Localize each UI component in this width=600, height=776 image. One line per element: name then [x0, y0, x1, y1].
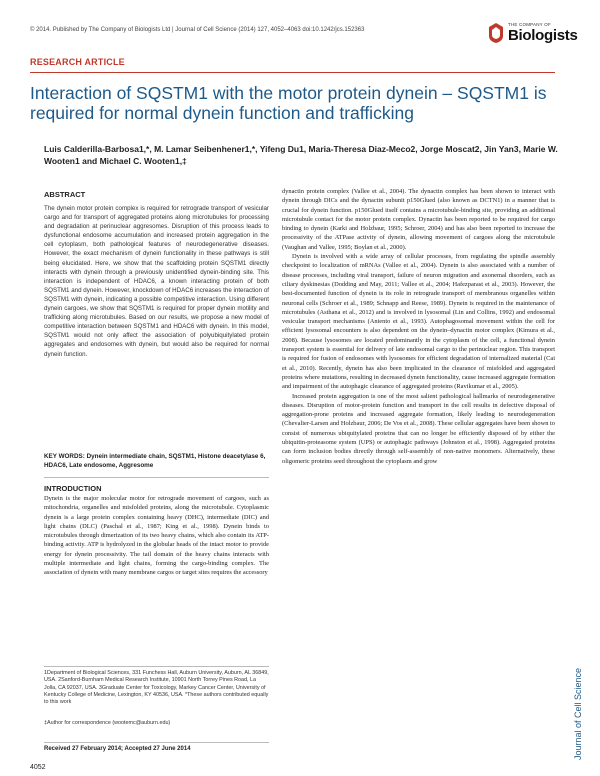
introduction-text: Dynein is the major molecular motor for retrograde movement of cargoes, such as mitochondria, organelles and misfolded proteins, along the microtubule. Cytoplasmic dynein is a large protein complex containing heavy (DHC), intermediate (DIC) and light chains (DLC) (Paschal et al., 1987; King et al., 1998). Dynein binds to microtubules through dimerization of its two heavy chains, which also contain its ATP-binding activity. ATP is hydrolyzed in the globular heads of the intact motor to provide energy for dynein processivity. The tail domain of the heavy chains interacts with multiple intermediate and light chains, forming the cargo-binding complex. The association of dynein with many membrane cargos or target sites requires the accessory: [44, 495, 269, 577]
logo-text: Biologists: [508, 27, 578, 44]
logo-small-text: THE COMPANY OF: [508, 22, 551, 27]
abstract-heading: ABSTRACT: [44, 190, 86, 199]
article-type: RESEARCH ARTICLE: [30, 57, 125, 67]
right-column: [282, 187, 555, 466]
paragraph: dynactin protein complex (Vallee et al., 2004). The dynactin complex has been shown to interact with dynein through DICs and the dynactin subunit p150Glued (also known as DCTN1) in a manner that is crucial for dynein function. p150Glued itself contains a microtubule-binding site, providing an additional microtubule contact for the motor protein complex. Dynactin has been reported to be required for cargo binding to dynein (Karki and Holzbaur, 1995; Schroer, 2004) and has also been reported to increase the processivity of the ATPase activity of dynein, allowing movement of cargoes along the microtubule (Vaughan and Vallee, 1995; Boylan et al., 2000).: [282, 188, 555, 251]
publisher-logo: [488, 18, 584, 52]
header-divider: [30, 72, 555, 73]
abstract-text: The dynein motor protein complex is required for retrograde transport of vesicular cargo and for transport of aggregated proteins along microtubules for processing and degradation at perinuclear aggresomes. Disruption of this process leads to dysfunctional endosome accumulation and increased protein aggregation in the cell cytoplasm, both pathological features of neurodegenerative diseases. However, the exact mechanism of dynein functionality in these pathways is still being elucidated. Here, we show that the scaffolding protein SQSTM1 directly interacts with dynein through a previously unidentified dynein-binding site. This interaction is independent of HDAC6, a known interacting protein of both SQSTM1 and dynein. However, knockdown of HDAC6 increases the interaction of SQSTM1 with dynein, indicating a possible competitive interaction. Using different dynein cargoes, we show that SQSTM1 is required for proper dynein motility and trafficking along microtubules. Based on our results, we propose a new model of competitive interaction between SQSTM1 and HDAC6 with dynein. In this model, SQSTM1 would not only affect the association of polyubiquitylated protein aggregates and endosomes with dynein, but would also be required for normal dynein function.: [44, 205, 269, 358]
page-number: 4052: [30, 764, 46, 771]
citation-line: © 2014. Published by The Company of Biologists Ltd | Journal of Cell Science (2014) 127, 4052–4063 doi:10.1242/jcs.152363: [30, 27, 365, 33]
correspondence: ‡Author for correspondence (wootemc@auburn.edu): [44, 720, 171, 726]
received-divider: [44, 742, 269, 743]
paragraph: Increased protein aggregation is one of the most salient pathological hallmarks of neurodegenerative diseases. Disruption of motor-protein function and transport in the cell results in defective disposal of aggregation-prone proteins and increased aggregate formation, likely leading to neurodegeneration (Chevalier-Larsen and Holzbaur, 2006; De Vos et al., 2008). These cellular aggregates have been shown to consist of numerous ubiquitylated proteins that can no longer be efficiently disposed of by either the ubiquitin-proteasome system (UPS) or autophagic pathways (Johnston et al., 1998). Aggregated proteins can form inclusion bodies directly through self-assembly of non-native monomers. Alternatively, these oligomeric proteins seed throughout the cytoplasm and grow: [282, 392, 555, 465]
footnote-divider: [44, 666, 269, 667]
author-list: Luis Calderilla-Barbosa1,*, M. Lamar Seibenhener1,*, Yifeng Du1, Maria-Theresa Diaz-Meco2, Jorge Moscat2, Jin Yan3, Marie W. Wooten1 and Michael C. Wooten1,‡: [44, 144, 558, 166]
paragraph: Dynein is involved with a wide array of cellular processes, from regulating the spindle assembly checkpoint to localization of mRNAs (Vallee et al., 2004). Dynein is also associated with a number of disease processes, including viral transport, failure of neuron migration and axonemal disorders, such as ciliary dyskinesias (Dodding and May, 2011; Vallee et al., 2004; Hafezparast et al., 2003). However, the best-documented function of dynein is its role in retrograde transport of membranous organelles within neuronal cells (Schroer et al., 1989; Schnapp and Reese, 1989). Dynein is required in the maintenance of microtubules (Asthana et al., 2012) and is involved in lysosomal (Lin and Collins, 1992) and endosomal vesicular transport mechanisms (Aniento et al., 1993). Autophagosomal movement within the cell for efficient lysosomal encounters is also dependent on the dynein–dynactin motor complex (Kimura et al., 2008). Because lysosomes are located predominantly in the cytoplasm of the cell, a functional dynein transport system is essential for delivery of late endosomal cargo to the perinuclear region. This transport is required for fusion of endosomes with lysosomes for efficient degradation of internalized material (Cai et al., 2010). Recently, dynein has also been implicated in the clearance of misfolded and aggregated proteins where mutations, resulting in decreased dynein functionality, cause increased aggregate formation and impairment of the autophagic clearance of aggregated proteins (Ravikumar et al., 2005).: [282, 253, 555, 391]
introduction-heading: INTRODUCTION: [44, 484, 102, 493]
keywords-divider: [44, 477, 269, 478]
journal-sidebar: [568, 600, 583, 760]
sidebar-label: Journal of Cell Science: [573, 667, 583, 760]
article-title: Interaction of SQSTM1 with the motor protein dynein – SQSTM1 is required for normal dynein function and trafficking: [30, 83, 547, 123]
logo-mark-icon: [488, 22, 505, 44]
affiliations: 1Department of Biological Sciences, 331 Funchess Hall, Auburn University, Auburn, AL 36849, USA. 2Sanford-Burnham Medical Research Institute, 10901 North Torrey Pines Road, La Jolla, CA 92037, USA. 3Graduate Center for Toxicology, Markey Cancer Center, University of Kentucky College of Medicine, Lexington, KY 40536, USA. *These authors contributed equally to this work: [44, 670, 269, 706]
received-dates: Received 27 February 2014; Accepted 27 June 2014: [44, 746, 191, 752]
keywords: KEY WORDS: Dynein intermediate chain, SQSTM1, Histone deacetylase 6, HDAC6, Late endosome, Aggresome: [44, 453, 266, 469]
